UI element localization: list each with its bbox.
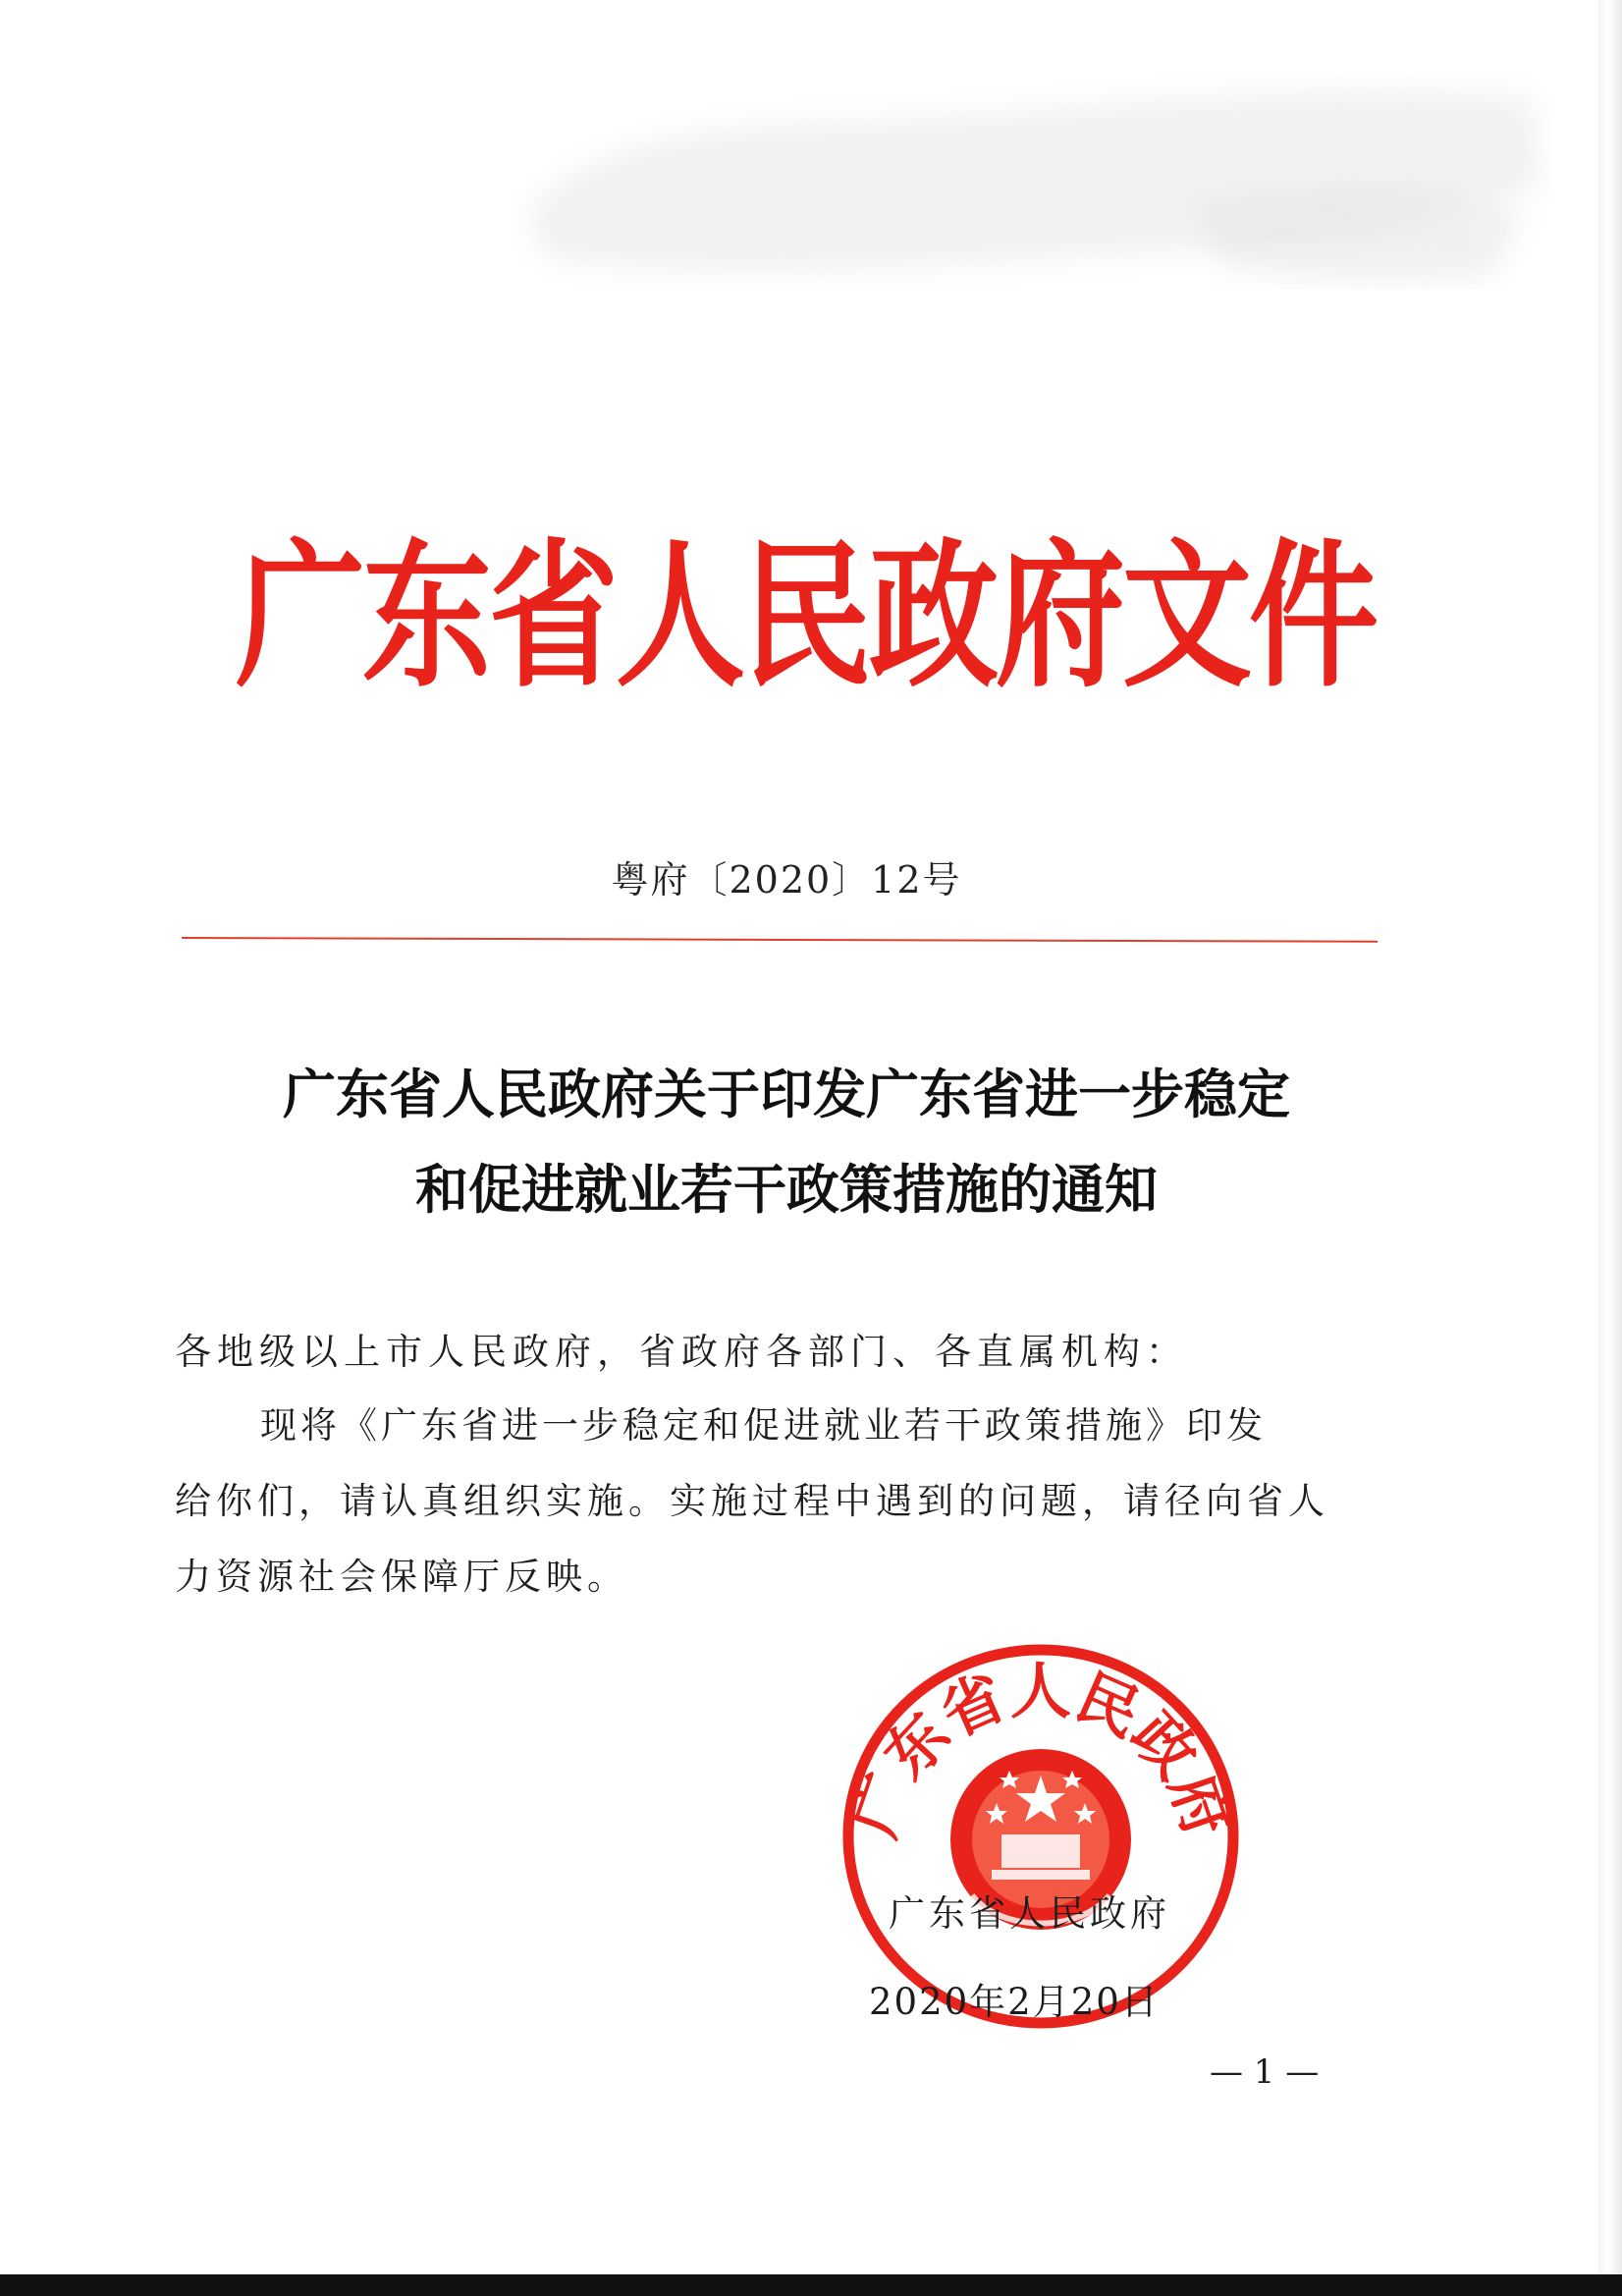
- signing-authority: 广东省人民政府: [889, 1892, 1170, 1935]
- scan-bottom-edge: [0, 2274, 1622, 2296]
- scan-right-edge: [1598, 0, 1622, 2296]
- red-separator-line: [182, 937, 1378, 943]
- document-title-line-1: 广东省人民政府关于印发广东省进一步稳定: [283, 1064, 1290, 1125]
- document-masthead: 广东省人民政府文件: [236, 523, 1376, 710]
- salutation: 各地级以上市人民政府，省政府各部门、各直属机构：: [175, 1331, 1188, 1373]
- body-line-1: 现将《广东省进一步稳定和促进就业若干政策措施》印发: [260, 1404, 1267, 1447]
- document-title-line-2: 和促进就业若干政策措施的通知: [415, 1159, 1158, 1221]
- body-line-2: 给你们，请认真组织实施。实施过程中遇到的问题，请径向省人: [175, 1480, 1329, 1522]
- document-number: 粤府〔2020〕12号: [611, 858, 962, 902]
- page-number: — 1 —: [1210, 2052, 1320, 2092]
- issue-date: 2020年2月20日: [869, 1981, 1160, 2023]
- seal-text: 广东省人民政府: [838, 1655, 1244, 1846]
- body-line-3: 力资源社会保障厅反映。: [175, 1556, 628, 1598]
- scan-smudge: [511, 59, 1551, 304]
